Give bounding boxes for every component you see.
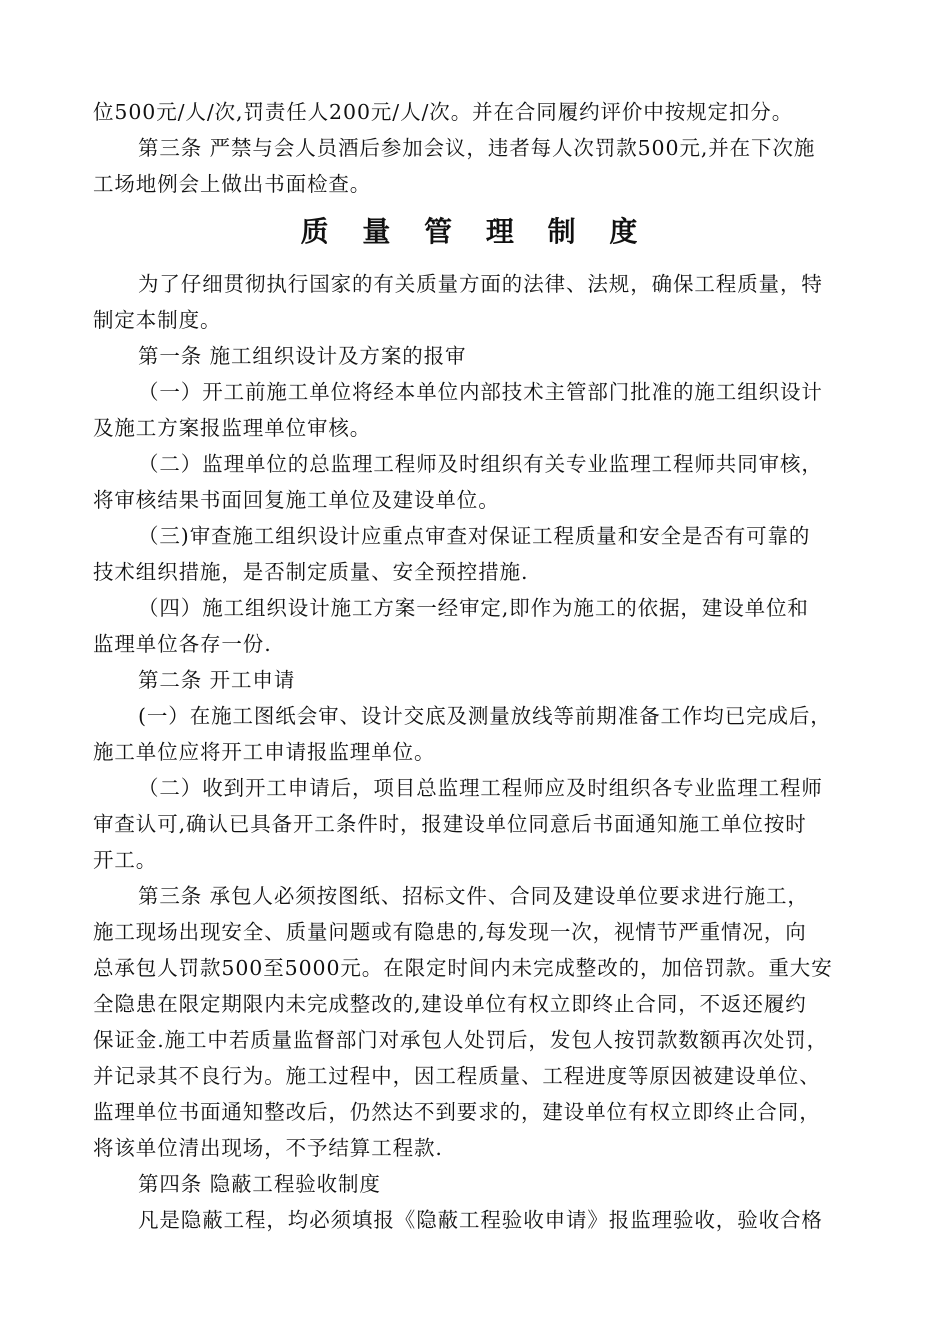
text-line: 工场地例会上做出书面检查。 [93, 172, 372, 196]
text-line: 为了仔细贯彻执行国家的有关质量方面的法律、法规，确保工程质量，特 [138, 272, 823, 296]
text-line: 全隐患在限定期限内未完成整改的,建设单位有权立即终止合同，不返还履约 [93, 992, 807, 1016]
text-line: （二）收到开工申请后，项目总监理工程师应及时组织各专业监理工程师 [138, 776, 823, 800]
text-line: 监理单位书面通知整改后，仍然达不到要求的，建设单位有权立即终止合同， [93, 1100, 821, 1124]
text-line: 将审核结果书面回复施工单位及建设单位。 [93, 488, 500, 512]
text-line: (一）在施工图纸会审、设计交底及测量放线等前期准备工作均已完成后， [138, 704, 832, 728]
text-line: 开工。 [93, 848, 158, 872]
text-line: 并记录其不良行为。施工过程中，因工程质量、工程进度等原因被建设单位、 [93, 1064, 821, 1088]
text-line: 监理单位各存一份. [93, 632, 272, 656]
article-heading: 第四条 隐蔽工程验收制度 [138, 1172, 381, 1196]
text-line: 制定本制度。 [93, 308, 222, 332]
text-line: 位500元/人/次,罚责任人200元/人/次。并在合同履约评价中按规定扣分。 [93, 100, 794, 124]
text-line: （三)审查施工组织设计应重点审查对保证工程质量和安全是否有可靠的 [138, 524, 811, 548]
section-title: 质 量 管 理 制 度 [300, 215, 650, 248]
text-line: （一）开工前施工单位将经本单位内部技术主管部门批准的施工组织设计 [138, 380, 823, 404]
text-line: 第三条 严禁与会人员酒后参加会议，违者每人次罚款500元,并在下次施 [138, 136, 816, 160]
text-line: 凡是隐蔽工程，均必须填报《隐蔽工程验收申请》报监理验收，验收合格 [138, 1208, 823, 1232]
text-line: 保证金.施工中若质量监督部门对承包人处罚后，发包人按罚款数额再次处罚， [93, 1028, 829, 1052]
text-line: 将该单位清出现场，不予结算工程款. [93, 1136, 443, 1160]
article-heading: 第二条 开工申请 [138, 668, 296, 692]
text-line: 技术组织措施，是否制定质量、安全预控措施. [93, 560, 529, 584]
text-line: （二）监理单位的总监理工程师及时组织有关专业监理工程师共同审核， [138, 452, 823, 476]
text-line: 总承包人罚款500至5000元。在限定时间内未完成整改的，加倍罚款。重大安 [93, 956, 833, 980]
text-line: （四）施工组织设计施工方案一经审定,即作为施工的依据，建设单位和 [138, 596, 809, 620]
article-heading: 第一条 施工组织设计及方案的报审 [138, 344, 467, 368]
text-line: 施工现场出现安全、质量问题或有隐患的,每发现一次，视情节严重情况，向 [93, 920, 807, 944]
text-line: 第三条 承包人必须按图纸、招标文件、合同及建设单位要求进行施工， [138, 884, 809, 908]
text-line: 施工单位应将开工申请报监理单位。 [93, 740, 436, 764]
text-line: 及施工方案报监理单位审核。 [93, 416, 372, 440]
text-line: 审查认可,确认已具备开工条件时，报建设单位同意后书面通知施工单位按时 [93, 812, 807, 836]
